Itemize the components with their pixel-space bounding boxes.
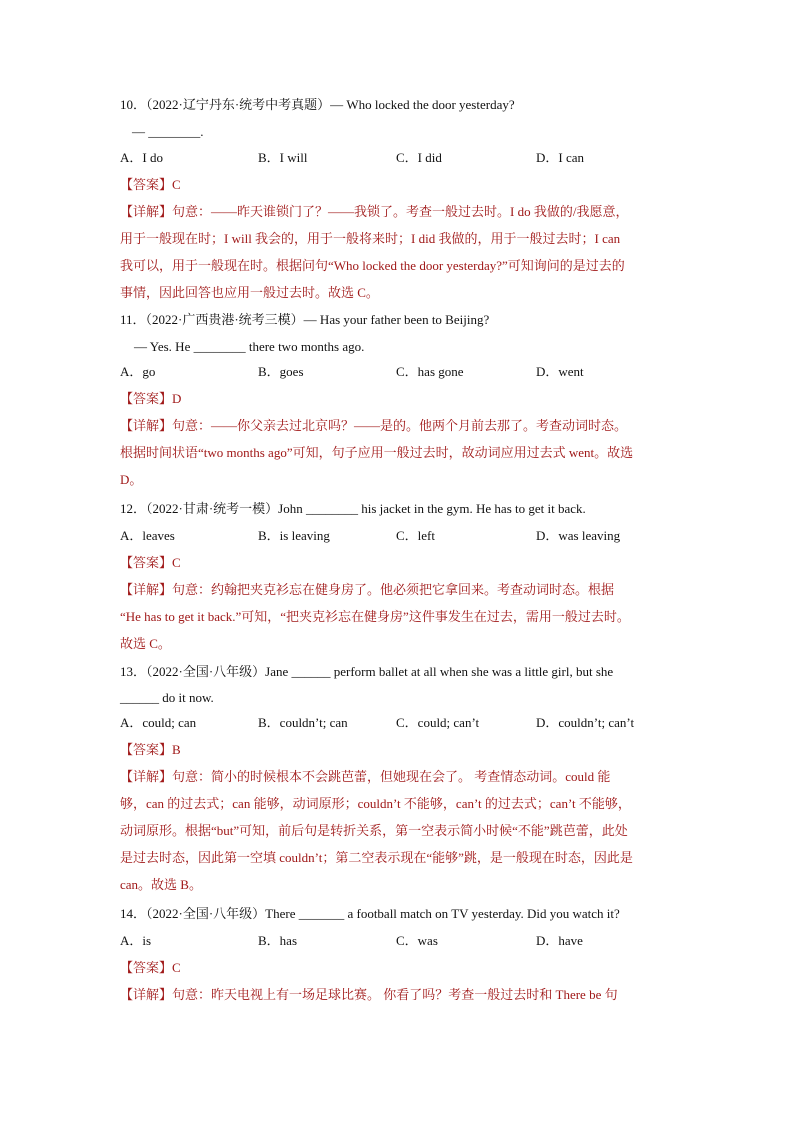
question-13-detail-line-1: 【详解】句意：简小的时候根本不会跳芭蕾，但她现在会了。 考查情态动词。could 能: [120, 769, 611, 784]
detail-tag: 【详解】: [120, 418, 173, 433]
question-13-option-c: C．could; can’t: [396, 715, 480, 730]
answer-value: B: [172, 742, 181, 757]
question-11-stem: 11．（2022·广西贵港·统考三模）— Has your father been to Beijing?: [120, 312, 490, 327]
question-11-option-c: C．has gone: [396, 364, 464, 379]
question-13-detail-line-5: can。故选 B。: [120, 877, 202, 892]
question-11-option-d: D．went: [536, 364, 584, 379]
question-10-answer: [120, 177, 181, 193]
question-13-stem-continued: ______ do it now.: [120, 690, 214, 705]
question-10-detail-line-3: 我可以，用于一般现在时。根据问句“Who locked the door yesterday?”可知询问的是过去的: [120, 258, 625, 273]
question-12-stem: 12．（2022·甘肃·统考一模）John ________ his jacket in the gym. He has to get it back.: [120, 501, 586, 516]
question-11-detail-line-2: 根据时间状语“two months ago”可知，句子应用一般过去时，故动词应用过去式 went。故选: [120, 445, 634, 460]
question-13-option-a: A．could; can: [120, 715, 197, 730]
question-11-answer: [120, 391, 181, 407]
question-10-option-c: C．I did: [396, 150, 442, 165]
answer-value: D: [172, 391, 182, 406]
question-12-answer: [120, 555, 181, 571]
question-11-blank: — Yes. He ________ there two months ago.: [134, 339, 365, 354]
question-12-detail-line-3: 故选 C。: [120, 636, 171, 651]
question-14-stem: 14．（2022·全国·八年级）There _______ a football match on TV yesterday. Did you watch it?: [120, 906, 620, 921]
question-14-answer: [120, 960, 181, 976]
detail-tag: 【详解】: [120, 582, 173, 597]
answer-value: C: [172, 555, 181, 570]
answer-tag: 【答案】: [120, 177, 173, 192]
question-12-detail-line-2: “He has to get it back.”可知，“把夹克衫忘在健身房”这件事发生在过去，需用一般过去时。: [120, 609, 630, 624]
question-10-option-b: B．I will: [258, 150, 308, 165]
question-13-stem: 13．（2022·全国·八年级）Jane ______ perform ballet at all when she was a little girl, but she: [120, 664, 614, 679]
question-13-detail-line-2: 够，can 的过去式；can 能够，动词原形；couldn’t 不能够，can’t 的过去式；can’t 不能够，: [120, 796, 631, 811]
question-12-detail-line-1: 【详解】句意：约翰把夹克衫忘在健身房了。他必须把它拿回来。考查动词时态。根据: [120, 582, 615, 597]
detail-tag: 【详解】: [120, 204, 173, 219]
answer-value: C: [172, 177, 181, 192]
question-14-option-a: A．is: [120, 933, 152, 948]
question-10-detail-line-1: 【详解】句意：——昨天谁锁门了？——我锁了。考查一般过去时。I do 我做的/我愿意，: [120, 204, 629, 219]
question-11-detail-line-3: D。: [120, 472, 143, 487]
question-10-option-d: D．I can: [536, 150, 585, 165]
answer-tag: 【答案】: [120, 555, 173, 570]
answer-tag: 【答案】: [120, 391, 173, 406]
question-10-detail-line-4: 事情，因此回答也应用一般过去时。故选 C。: [120, 285, 379, 300]
question-13-option-d: D．couldn’t; can’t: [536, 715, 635, 730]
question-11-option-b: B．goes: [258, 364, 304, 379]
question-10-stem: 10．（2022·辽宁丹东·统考中考真题）— Who locked the door yesterday?: [120, 97, 515, 112]
question-12-option-d: D．was leaving: [536, 528, 621, 543]
question-14-option-d: D．have: [536, 933, 583, 948]
question-14-option-c: C．was: [396, 933, 438, 948]
question-13-answer: [120, 742, 181, 758]
detail-tag: 【详解】: [120, 987, 173, 1002]
question-14-option-b: B．has: [258, 933, 298, 948]
answer-tag: 【答案】: [120, 960, 173, 975]
question-10-option-a: A．I do: [120, 150, 163, 165]
question-10-blank: — ________.: [132, 124, 204, 139]
answer-tag: 【答案】: [120, 742, 173, 757]
question-13-option-b: B．couldn’t; can: [258, 715, 348, 730]
question-11-detail-line-1: 【详解】句意：——你父亲去过北京吗？——是的。他两个月前去那了。考查动词时态。: [120, 418, 628, 433]
question-12-option-c: C．left: [396, 528, 435, 543]
question-14-detail-line-1: 【详解】句意：昨天电视上有一场足球比赛。 你看了吗？考查一般过去时和 There be 句: [120, 987, 618, 1002]
question-12-option-a: A．leaves: [120, 528, 175, 543]
question-10-detail-line-2: 用于一般现在时；I will 我会的，用于一般将来时；I did 我做的，用于一般过去时；I can: [120, 231, 621, 246]
detail-tag: 【详解】: [120, 769, 173, 784]
answer-value: C: [172, 960, 181, 975]
question-13-detail-line-4: 是过去时态，因此第一空填 couldn’t；第二空表示现在“能够”跳，是一般现在时态，因此是: [120, 850, 633, 865]
question-13-detail-line-3: 动词原形。根据“but”可知，前后句是转折关系，第一空表示简小时候“不能”跳芭蕾，此处: [120, 823, 628, 838]
question-11-option-a: A．go: [120, 364, 156, 379]
question-12-option-b: B．is leaving: [258, 528, 330, 543]
